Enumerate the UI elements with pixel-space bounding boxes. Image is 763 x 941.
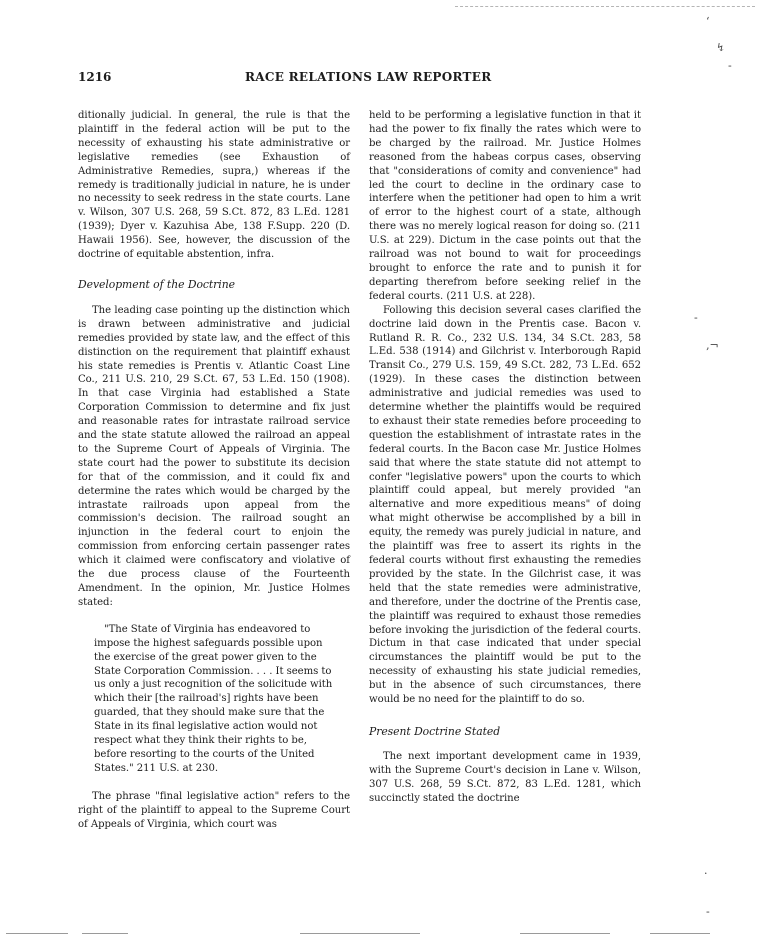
paragraph: held to be performing a legislative function in that it had the power to fix finally the rates which were to be charged by the railroad. Mr. Justice Holmes reasoned from the habeas corpus cases, observing that "considerations of comity and convenience" had led the court to decline in the ordinary case to interfere when the petitioner had open to him a writ of error to the highest court of a state, although there was no merely logical reason for doing so. (211 U.S. at 229). Dictum in the case points out that the railroad was not bound to wait for proceedings brought to enforce the rate and to punish it for departing therefrom before seeking relief in the federal courts. (211 U.S. at 228).	[369, 110, 641, 302]
quote-text: "The State of Virginia has endeavored to impose the highest safeguards possible upon the exercise of the great power given to the State Corporation Commission. . . . It seems to us only a just recognition of the solicitude with which their [the railroad's] rights have been guarded, that they should make sure that the State in its final legislative action would not respect what they think their rights to be, before resorting to the courts of the United States." 211 U.S. at 230.	[94, 623, 333, 774]
section-heading: Present Doctrine Stated	[369, 724, 501, 738]
scan-edge-line	[300, 933, 420, 934]
scan-speck: -	[728, 59, 732, 72]
scan-speck: -	[706, 905, 710, 918]
section-heading: Development of the Doctrine	[78, 277, 235, 291]
paragraph: The leading case pointing up the distinction which is drawn between administrative and judicial remedies provided by state law, and the effect of this distinction on the requirement that plaintiff exhaust his state remedies is Prentis v. Atlantic Coast Line Co., 211 U.S. 210, 29 S.Ct. 67, 53 L.Ed. 150 (1908). In that case Virginia had established a State Corporation Commission to determine and fix just and reasonable rates for intrastate railroad service and the state statute allowed the railroad an appeal to the Supreme Court of Appeals of Virginia. The state court had the power to substitute its decision for that of the commission, and it could fix and determine the rates which would be charged by the intrastate railroads upon appeal from the commission's decision. The railroad sought an injunction in the federal court to enjoin the commission from enforcing certain passenger rates which it claimed were confiscatory and violative of the due process clause of the Fourteenth Amendment. In the opinion, Mr. Justice Holmes stated:	[78, 304, 350, 608]
block-quote	[94, 623, 336, 776]
right-column	[369, 109, 641, 806]
scan-speck: -	[694, 311, 698, 324]
scan-edge-line	[82, 933, 128, 934]
scan-speck: ·	[704, 867, 708, 880]
page-header	[78, 70, 643, 86]
scan-speck: ‘	[706, 15, 710, 28]
scan-edge-line	[6, 933, 68, 934]
left-column	[78, 109, 350, 832]
scan-speck: ↯	[716, 41, 726, 54]
paragraph: The phrase "final legislative action" refers to the right of the plaintiff to appeal to the Supreme Court of Appeals of Virginia, which court was	[78, 790, 350, 830]
running-head: RACE RELATIONS LAW REPORTER	[245, 70, 492, 84]
scan-dotted-edge	[455, 6, 755, 7]
paragraph: ditionally judicial. In general, the rule is that the plaintiff in the federal action will be put to the necessity of exhausting his state administrative or legislative remedies (see Exhaustion of Administrative Remedies, supra,) whereas if the remedy is traditionally judicial in nature, he is under no necessity to seek redress in the state courts. Lane v. Wilson, 307 U.S. 268, 59 S.Ct. 872, 83 L.Ed. 1281 (1939); Dyer v. Kazuhisa Abe, 138 F.Supp. 220 (D. Hawaii 1956). See, however, the discussion of the doctrine of equitable abstention, infra.	[78, 110, 350, 261]
paragraph: Following this decision several cases clarified the doctrine laid down in the Prentis case. Bacon v. Rutland R. R. Co., 232 U.S. 134, 34 S.Ct. 283, 58 L.Ed. 538 (1914) and Gilchrist v. Interborough Rapid Transit Co., 279 U.S. 159, 49 S.Ct. 282, 73 L.Ed. 652 (1929). In these cases the distinction between administrative and judicial remedies was used to determine whether the plaintiffs would be required to exhaust their state remedies before proceeding to question the establishment of intrastate rates in the federal courts. In the Bacon case Mr. Justice Holmes said that where the state statute did not attempt to confer "legislative powers" upon the courts to which plaintiff could appeal, but merely provided "an alternative and more expeditious means" of doing what might otherwise be accomplished by a bill in equity, the remedy was purely judicial in nature, and the plaintiff was free to assert its rights in the federal courts without first exhausting the remedies provided by the state. In the Gilchrist case, it was held that the state remedies were administrative, and therefore, under the doctrine of the Prentis case, the plaintiff was required to exhaust those remedies before invoking the jurisdiction of the federal courts. Dictum in that case indicated that under special circumstances the plaintiff would be put to the necessity of exhausting his state judicial remedies, but in the absence of such circumstances, there would be no need for the plaintiff to do so.	[369, 304, 641, 706]
scan-edge-line	[650, 933, 710, 934]
paragraph: The next important development came in 1939, with the Supreme Court's decision in Lane v. Wilson, 307 U.S. 268, 59 S.Ct. 872, 83 L.Ed. 1281, which succinctly stated the doctrine	[369, 750, 641, 804]
page-number: 1216	[78, 70, 112, 84]
scan-speck: ‚¬	[706, 339, 719, 352]
scan-edge-line	[520, 933, 610, 934]
